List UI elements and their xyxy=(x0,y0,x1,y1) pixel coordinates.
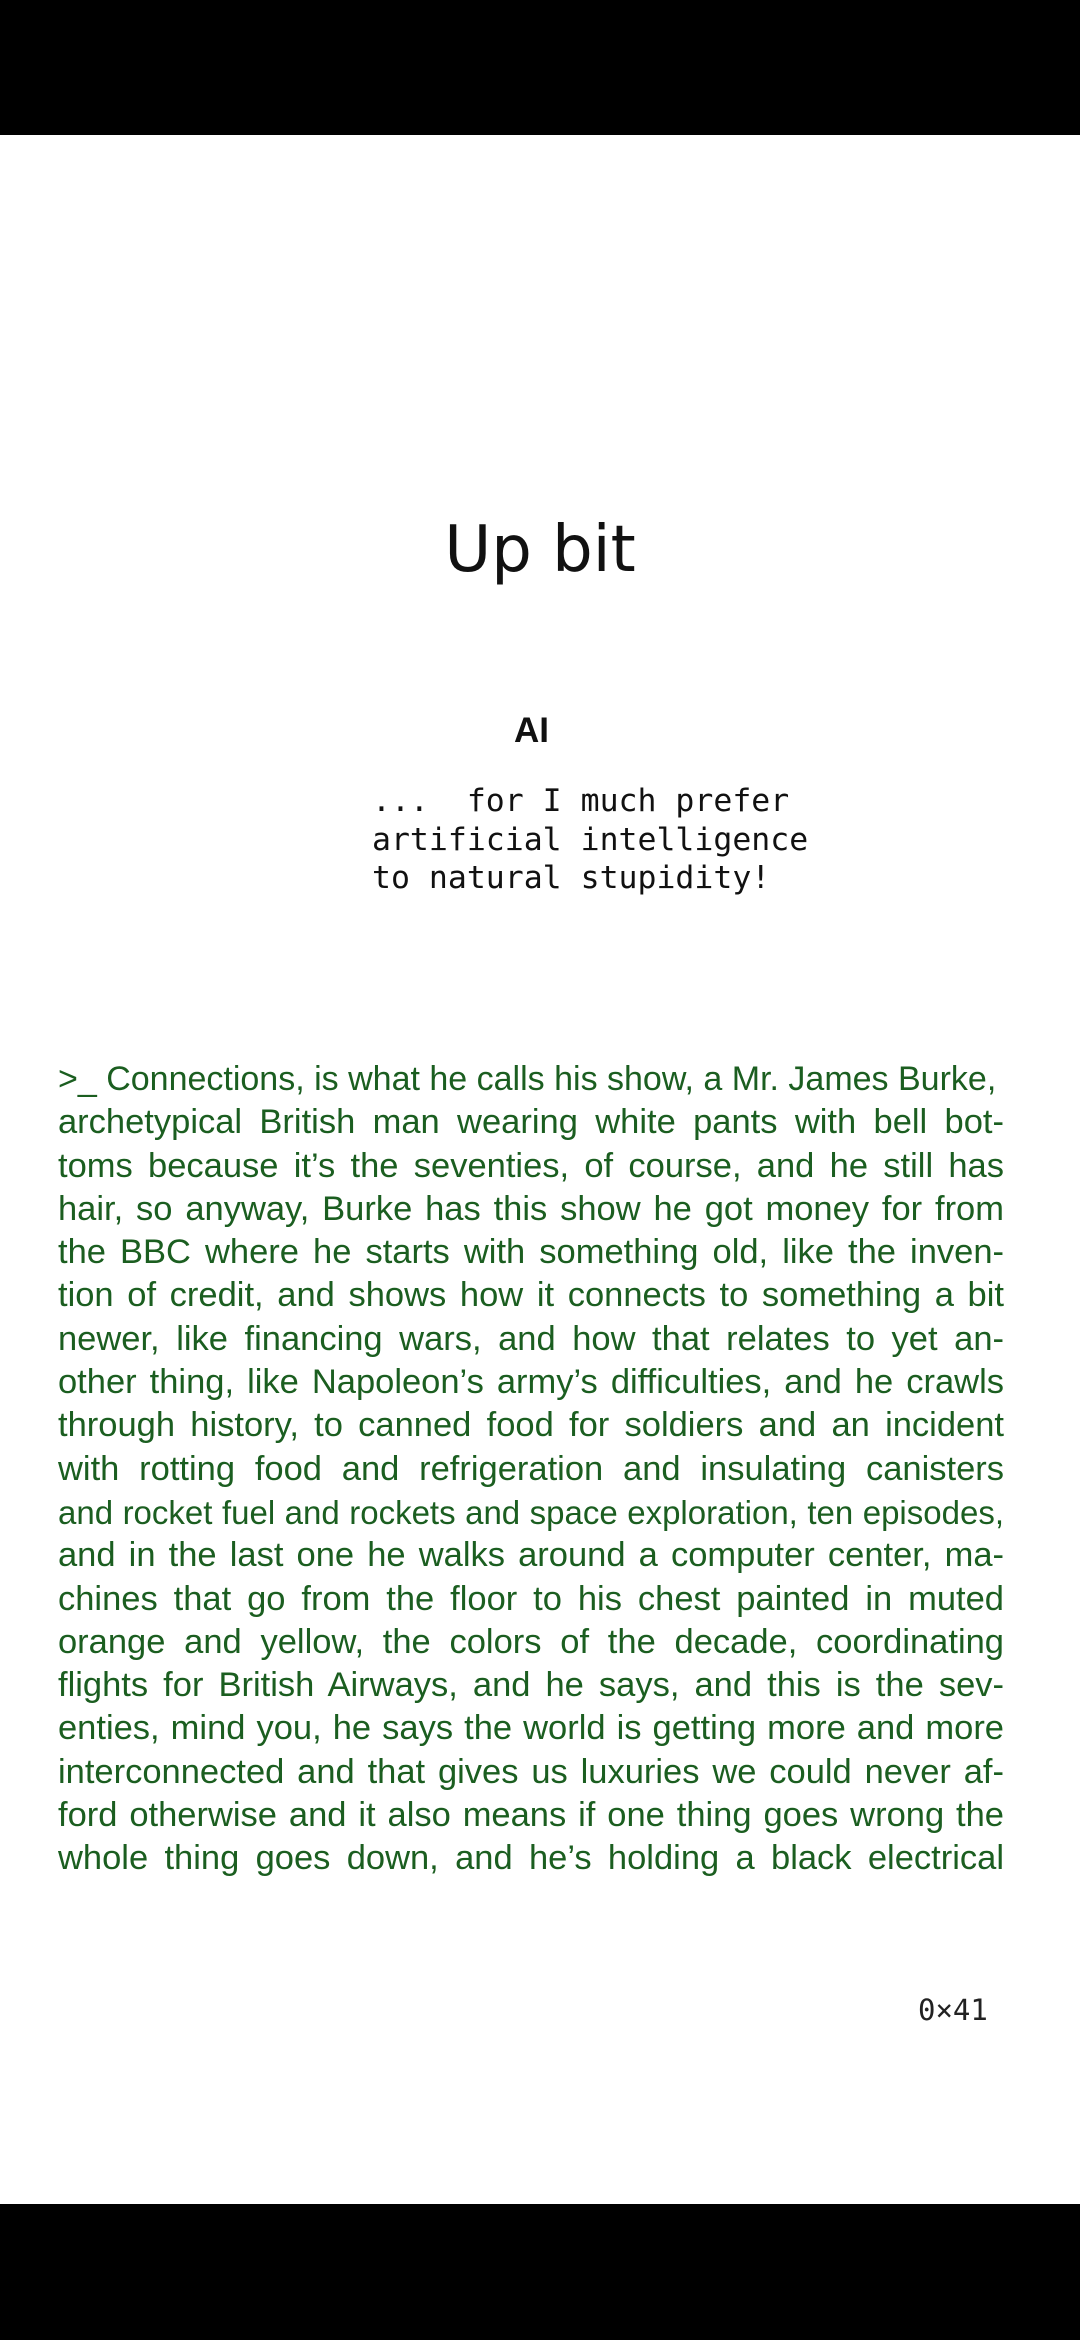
epigraph-line: ... for I much prefer xyxy=(372,783,790,819)
body-line: hair, so anyway, Burke has this show he got money for from xyxy=(58,1189,1004,1228)
body-line: whole thing goes down, and he’s holding a black electrical xyxy=(58,1839,1004,1878)
body-line: orange and yellow, the colors of the decade, coordinating xyxy=(58,1622,1004,1661)
chapter-title: Up bit xyxy=(444,513,636,587)
body-line: archetypical British man wearing white pants with bell bot- xyxy=(58,1103,1004,1142)
body-line: toms because it’s the seventies, of course, and he still has xyxy=(58,1146,1004,1185)
body-line: other thing, like Napoleon’s army’s difficulties, and he crawls xyxy=(58,1363,1004,1402)
body-line: >_ Connections, is what he calls his show, a Mr. James Burke, xyxy=(58,1060,997,1098)
epigraph-quote xyxy=(372,782,932,898)
navigation-bar xyxy=(0,2204,1080,2340)
body-line: enties, mind you, he says the world is getting more and more xyxy=(58,1709,1004,1748)
body-text xyxy=(58,1058,1004,1881)
epigraph-line: to natural stupidity! xyxy=(372,860,771,896)
body-line: and rocket fuel and rockets and space exploration, ten episodes, xyxy=(58,1493,1004,1531)
body-line: ford otherwise and it also means if one thing goes wrong the xyxy=(58,1796,1004,1835)
body-line: newer, like financing wars, and how that relates to yet an- xyxy=(58,1319,1004,1358)
body-line: the BBC where he starts with something old, like the inven- xyxy=(58,1233,1004,1272)
page-number: 0×41 xyxy=(918,1993,988,2027)
body-line: and in the last one he walks around a computer center, ma- xyxy=(58,1536,1004,1575)
body-line: tion of credit, and shows how it connects to something a bit xyxy=(58,1276,1004,1315)
epigraph-line: artificial intelligence xyxy=(372,821,809,858)
body-line: with rotting food and refrigeration and insulating canisters xyxy=(58,1449,1004,1488)
body-line: through history, to canned food for soldiers and an incident xyxy=(58,1406,1004,1445)
epigraph-heading: AI xyxy=(514,711,549,750)
body-line: flights for British Airways, and he says, and this is the sev- xyxy=(58,1666,1004,1705)
body-line: interconnected and that gives us luxuries we could never af- xyxy=(58,1752,1004,1791)
status-bar xyxy=(0,0,1080,135)
body-line: chines that go from the floor to his chest painted in muted xyxy=(58,1579,1004,1618)
